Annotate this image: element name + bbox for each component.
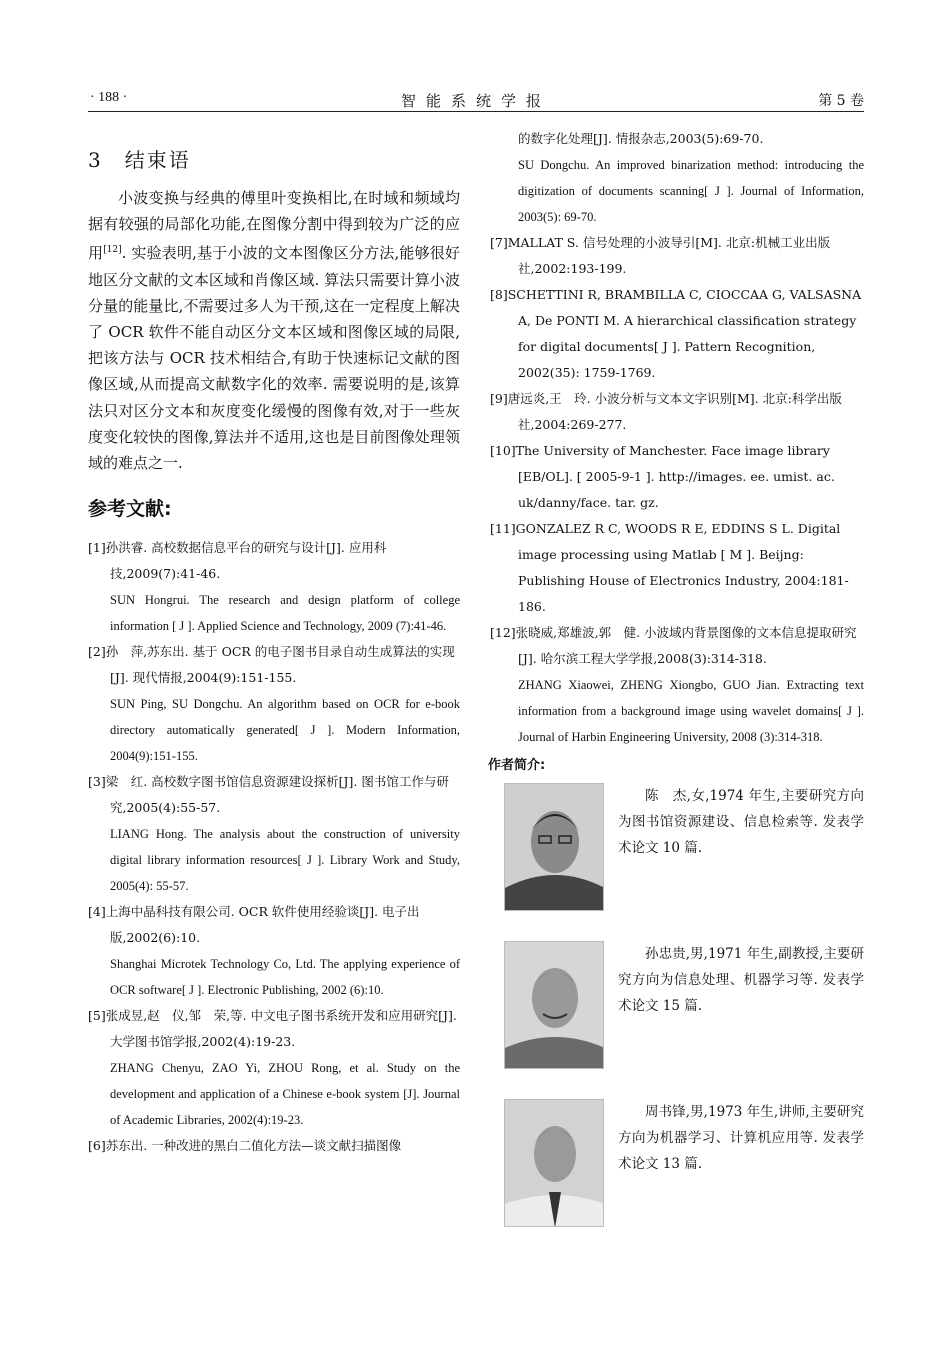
author-entry — [490, 1099, 864, 1257]
author-photo — [504, 941, 604, 1069]
reference-translation: SU Dongchu. An improved binarization method: introducing the digitization of documents scanning[ J ]. Journal of Information, 2003(5): 69-70. — [518, 158, 864, 224]
section-number: 3 — [88, 148, 103, 172]
reference-translation: SUN Hongrui. The research and design platform of college information [ J ]. Applied Science and Technology, 2009 (7):41-46. — [110, 593, 460, 634]
author-entry — [490, 941, 864, 1099]
authors-heading: 作者简介: — [488, 758, 546, 773]
journal-name: 智能系统学报 — [400, 92, 551, 110]
reference-text: [2]孙 萍,苏东出. 基于 OCR 的电子图书目录自动生成算法的实现[J]. 现代情报,2004(9):151-155. — [88, 644, 455, 686]
section-title: 结束语 — [124, 148, 191, 172]
reference-text: [3]梁 红. 高校数字图书馆信息资源建设探析[J]. 图书馆工作与研究,2005(4):55-57. — [88, 774, 449, 816]
reference-text: [4]上海中晶科技有限公司. OCR 软件使用经验谈[J]. 电子出版,2002(6):10. — [88, 904, 420, 946]
running-header — [88, 86, 864, 112]
conclusion-paragraph — [88, 185, 460, 476]
reference-translation: ZHANG Xiaowei, ZHENG Xiongbo, GUO Jian. Extracting text information from a background image using wavelet domains[ J ]. Journal of Harbin Engineering University, 2008 (3):314-318. — [518, 678, 864, 744]
reference-translation: Shanghai Microtek Technology Co, Ltd. The applying experience of OCR software[ J ]. Electronic Publishing, 2002 (6):10. — [110, 957, 460, 998]
reference-text: [5]张成昱,赵 仪,邹 荣,等. 中文电子图书系统开发和应用研究[J]. 大学图书馆学报,2002(4):19-23. — [88, 1008, 457, 1050]
references-list-right — [490, 126, 864, 750]
reference-translation: LIANG Hong. The analysis about the construction of university digital library information resources[ J ]. Library Work and Study, 2005(4): 55-57. — [110, 827, 460, 894]
reference-item — [490, 386, 864, 438]
left-column — [88, 126, 460, 1159]
reference-translation: ZHANG Chenyu, ZAO Yi, ZHOU Rong, et al. Study on the development and application of a Chinese e-book system [J]. Journal of Academic Libraries, 2002(4):19-23. — [110, 1061, 460, 1128]
reference-item — [490, 516, 864, 620]
reference-item — [88, 899, 460, 1003]
references-heading: 参考文献: — [88, 498, 172, 521]
author-entry — [490, 783, 864, 941]
reference-item — [490, 438, 864, 516]
reference-text: [6]苏东出. 一种改进的黑白二值化方法—谈文献扫描图像 — [88, 1138, 402, 1154]
reference-text: [9]唐远炎,王 玲. 小波分析与文本文字识别[M]. 北京:科学出版社,2004:269-277. — [490, 391, 842, 432]
reference-text: [1]孙洪睿. 高校数据信息平台的研究与设计[J]. 应用科技,2009(7):41-46. — [88, 540, 387, 582]
citation-marker: [12] — [103, 245, 122, 256]
reference-text: [12]张晓威,郑雄波,郭 健. 小波域内背景图像的文本信息提取研究[J]. 哈尔滨工程大学学报,2008(3):314-318. — [490, 625, 857, 666]
author-photo — [504, 783, 604, 911]
reference-item — [490, 126, 864, 230]
references-list-left — [88, 535, 460, 1159]
paragraph-text-b: . 实验表明,基于小波的文本图像区分方法,能够很好地区分文献的文本区域和肖像区域. 算法只需要计算小波分量的能量比,不需要过多人为干预,这在一定程度上解决了 OCR 软件不能自动区分文本区域和图像区域的局限,把该方法与 OCR 技术相结合,有助于快速标记文献的图像区域,从而提高文献数字化的效率. 需要说明的是,该算法只对区分文本和灰度变化缓慢的图像有效,对于一些灰度变化较快的图像,算法并不适用,这也是目前图像处理领域的难点之一. — [88, 244, 460, 473]
paragraph-text-a: 小波变换与经典的傅里叶变换相比,在时域和频域均据有较强的局部化功能,在图像分割中得到较为广泛的应用 — [88, 189, 460, 263]
reference-text: 的数字化处理[J]. 情报杂志,2003(5):69-70. — [518, 131, 764, 146]
author-photo — [504, 1099, 604, 1227]
reference-item — [88, 1133, 460, 1159]
reference-translation: SUN Ping, SU Dongchu. An algorithm based on OCR for e-book directory automatically generated[ J ]. Modern Information, 2004(9):151-155. — [110, 697, 460, 764]
reference-item — [490, 282, 864, 386]
page-number: · 188 · — [90, 90, 128, 105]
author-bio: 陈 杰,女,1974 年生,主要研究方向为图书馆资源建设、信息检索等. 发表学术论文 10 篇. — [618, 788, 864, 856]
reference-text: [11]GONZALEZ R C, WOODS R E, EDDINS S L. Digital image processing using Matlab [ M ]. Beijng: Publishing House of Electronics Industry, 2004:181-186. — [490, 521, 849, 614]
reference-text: [7]MALLAT S. 信号处理的小波导引[M]. 北京:机械工业出版社,2002:193-199. — [490, 235, 831, 276]
reference-text: [8]SCHETTINI R, BRAMBILLA C, CIOCCAA G, VALSASNA A, De PONTI M. A hierarchical classification strategy for digital documents[ J ]. Pattern Recognition, 2002(35): 1759-1769. — [490, 287, 862, 380]
reference-item — [88, 769, 460, 899]
author-bio: 孙忠贵,男,1971 年生,副教授,主要研究方向为信息处理、机器学习等. 发表学术论文 15 篇. — [618, 946, 864, 1014]
reference-item — [88, 535, 460, 639]
author-bio: 周书锋,男,1973 年生,讲师,主要研究方向为机器学习、计算机应用等. 发表学术论文 13 篇. — [618, 1104, 864, 1172]
section-heading — [88, 144, 460, 173]
reference-item — [490, 620, 864, 750]
reference-text: [10]The University of Manchester. Face image library [EB/OL]. [ 2005-9-1 ]. http://images. ee. umist. ac. uk/danny/face. tar. gz. — [490, 443, 835, 510]
reference-item — [88, 639, 460, 769]
right-column — [490, 126, 864, 1257]
reference-item — [490, 230, 864, 282]
reference-item — [88, 1003, 460, 1133]
volume-label: 第 5 卷 — [818, 93, 864, 109]
